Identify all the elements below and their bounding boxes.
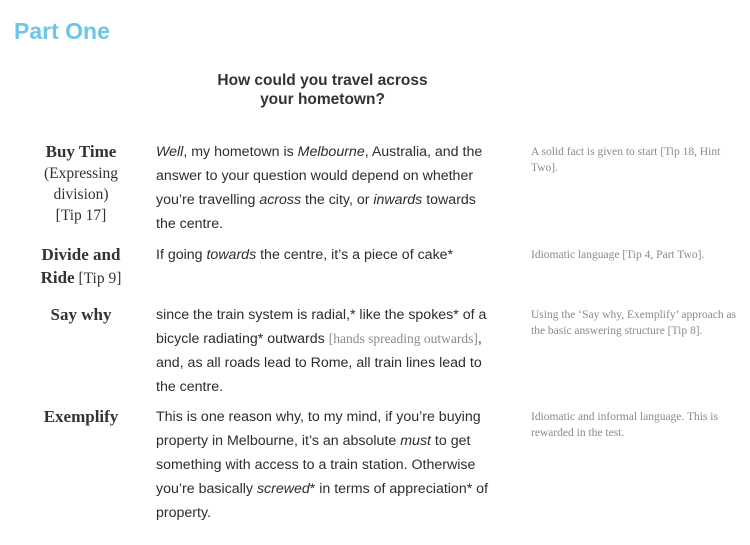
answer-emphasis: towards	[206, 247, 257, 263]
answer-segment: since the train system is radial,* like the spokes* of a bicycle radiating* outwards	[156, 307, 487, 347]
gesture-note: [hands spreading outwards]	[328, 331, 478, 346]
question-line: How could you travel across	[217, 72, 428, 89]
margin-note: Idiomatic and informal language. This is rewarded in the test.	[531, 411, 718, 439]
answer-segment: the centre, it’s a piece of cake*	[256, 247, 454, 263]
answer-text	[156, 405, 496, 525]
answer-emphasis: inwards	[373, 192, 423, 208]
strategy-label	[20, 243, 142, 290]
answer-emphasis: must	[400, 433, 431, 449]
answer-emphasis: screwed	[256, 481, 310, 497]
answer-text	[156, 243, 496, 267]
strategy-label	[20, 303, 142, 326]
answer-segment: towards the centre.	[156, 192, 476, 232]
part-heading: Part One	[14, 18, 110, 44]
answer-segment: the city, or	[301, 192, 374, 208]
strategy-tip: [Tip 9]	[78, 270, 122, 287]
answer-emphasis: across	[259, 192, 302, 208]
answer-segment: * in terms of appreciation* of property.	[156, 481, 489, 521]
strategy-name: Say why	[50, 305, 112, 324]
answer-text	[156, 140, 496, 236]
margin-note: Using the ‘Say why, Exemplify’ approach as the basic answering structure [Tip 8].	[531, 309, 737, 337]
question-title	[170, 71, 475, 109]
answer-text	[156, 303, 496, 399]
strategy-name-line	[20, 266, 142, 290]
answer-segment: , and, as all roads lead to Rome, all train lines lead to the centre.	[156, 331, 482, 395]
strategy-detail: division)	[53, 186, 109, 203]
strategy-label	[20, 405, 142, 428]
strategy-name: Divide and	[41, 245, 121, 264]
answer-segment: to get something with access to a train station. Otherwise you’re basically	[156, 433, 476, 497]
margin-note: A solid fact is given to start [Tip 18, Hint Two].	[531, 146, 721, 174]
answer-segment: This is one reason why, to my mind, if you’re buying property in Melbourne, it’s an absolute	[156, 409, 481, 449]
strategy-name: Buy Time	[45, 142, 117, 161]
question-line: your hometown?	[260, 91, 385, 108]
strategy-detail: (Expressing	[43, 165, 119, 182]
strategy-tip: [Tip 17]	[55, 207, 107, 224]
answer-segment: , Australia, and the answer to your question would depend on whether you’re travelling	[156, 144, 483, 208]
strategy-name: Exemplify	[43, 407, 119, 426]
margin-note: Idiomatic language [Tip 4, Part Two].	[531, 249, 705, 261]
answer-segment: , my hometown is	[183, 144, 298, 160]
strategy-label	[20, 140, 142, 226]
answer-emphasis: Melbourne	[297, 144, 365, 160]
answer-emphasis: Well	[156, 144, 184, 160]
strategy-name: Ride	[40, 268, 75, 287]
answer-segment: If going	[156, 247, 207, 263]
